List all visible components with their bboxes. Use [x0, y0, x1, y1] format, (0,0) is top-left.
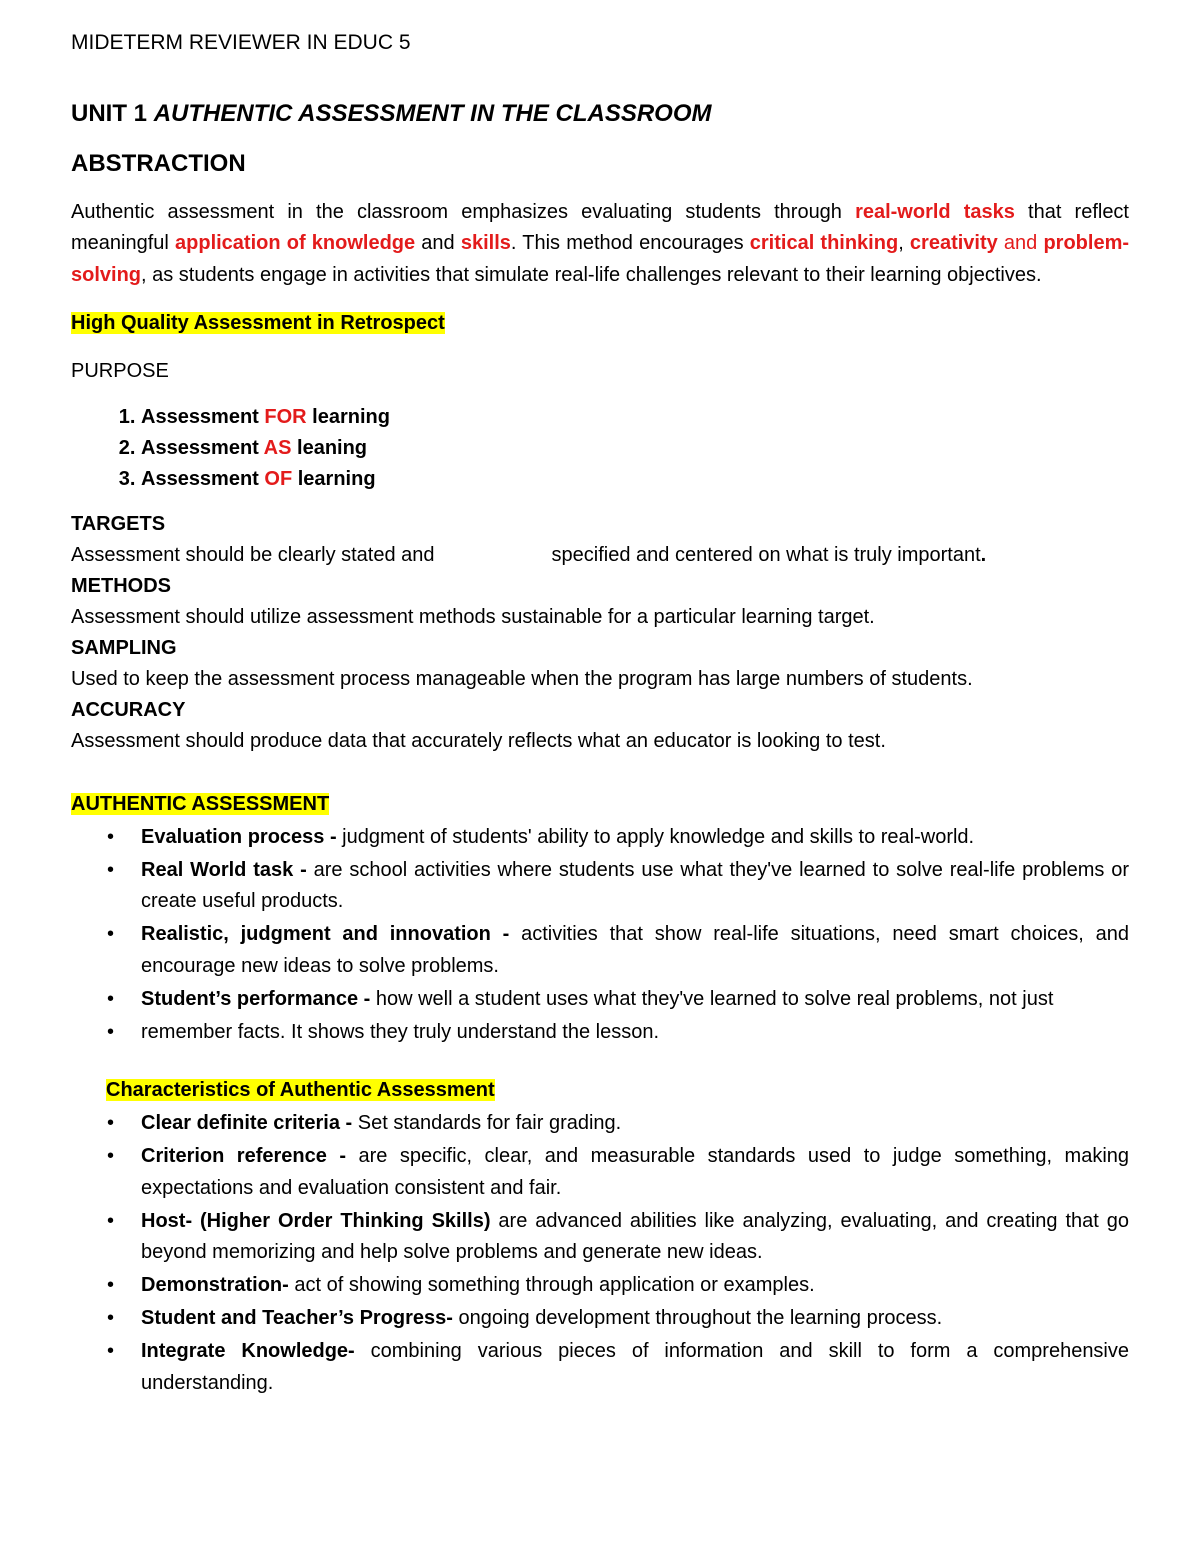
item-desc: are advanced abilities like analyzing, evaluating, and creating that go beyond memorizing and help solve problems and generate new ideas. — [141, 1209, 1129, 1264]
list-item — [141, 1206, 1129, 1269]
hqa-heading — [71, 310, 1129, 336]
list-item — [141, 919, 1129, 982]
item-desc: how well a student uses what they've learned to solve real problems, not just — [375, 987, 1054, 1010]
keyword: AS — [263, 436, 292, 459]
sampling-text: Used to keep the assessment process manageable when the program has large numbers of students. — [71, 667, 973, 690]
purpose-label: PURPOSE — [71, 359, 169, 382]
item-desc: combining various pieces of information and skill to form a comprehensive understanding. — [141, 1340, 1130, 1394]
item-term: Real World task - — [141, 858, 314, 881]
list-item — [141, 984, 1129, 1016]
keyword: critical thinking — [749, 232, 899, 255]
highlighted-heading: Characteristics of Authentic Assessment — [106, 1079, 495, 1102]
highlighted-heading: High Quality Assessment in Retrospect — [71, 311, 445, 334]
purpose-text: learning — [306, 405, 390, 428]
list-item — [141, 1017, 1129, 1049]
targets-label: TARGETS — [71, 512, 166, 535]
item-desc: are school activities where students use what they've learned to solve real-life problems or create useful products. — [141, 858, 1129, 913]
characteristics-list — [71, 1108, 1129, 1399]
abstraction-paragraph — [71, 197, 1129, 291]
item-desc: remember facts. It shows they truly understand the lesson. — [141, 1020, 660, 1043]
abstraction-text: , — [898, 232, 910, 255]
item-desc: act of showing something through application or examples. — [294, 1274, 815, 1297]
purpose-text: Assessment — [141, 467, 265, 490]
purpose-list — [71, 402, 1129, 495]
accuracy-label: ACCURACY — [71, 698, 186, 721]
item-desc: Set standards for fair grading. — [357, 1112, 622, 1135]
targets-text — [71, 540, 1129, 571]
item-term: Demonstration- — [141, 1274, 295, 1297]
abstraction-text: that reflect meaningful — [71, 201, 1129, 255]
abstraction-text: . This method encourages — [510, 232, 750, 255]
characteristics-heading — [71, 1077, 1129, 1103]
item-term: Student and Teacher’s Progress- — [141, 1307, 459, 1330]
purpose-item — [141, 433, 1129, 464]
criteria-block — [71, 509, 1129, 757]
item-term: Evaluation process - — [141, 825, 343, 848]
document-page — [71, 30, 1129, 1401]
abstraction-heading: ABSTRACTION — [71, 150, 246, 177]
item-term: Host- (Higher Order Thinking Skills) — [141, 1209, 499, 1232]
list-item — [141, 1336, 1129, 1399]
highlighted-heading: AUTHENTIC ASSESSMENT — [71, 792, 330, 815]
unit-title — [71, 99, 1129, 129]
keyword: FOR — [264, 405, 307, 428]
keyword: OF — [264, 467, 293, 490]
purpose-item — [141, 464, 1129, 495]
purpose-text: Assessment — [141, 405, 265, 428]
list-item — [141, 1108, 1129, 1140]
list-item — [141, 822, 1129, 854]
abstraction-text: Authentic assessment in the classroom emphasizes evaluating students through — [71, 201, 856, 223]
abstraction-text: and — [415, 232, 461, 255]
targets-text-a: Assessment should be clearly stated and — [71, 543, 435, 566]
item-desc: are specific, clear, and measurable standards used to judge something, making expectations and evaluation consistent and fair. — [141, 1145, 1130, 1199]
authentic-heading — [71, 791, 1129, 817]
item-term: Criterion reference - — [141, 1145, 359, 1168]
item-desc: activities that show real-life situations, need smart choices, and encourage new ideas to solve problems. — [141, 923, 1130, 977]
list-item — [141, 855, 1129, 918]
item-term: Clear definite criteria - — [141, 1112, 358, 1135]
list-item — [141, 1141, 1129, 1204]
item-term: Realistic, judgment and innovation - — [141, 923, 522, 946]
item-term: Student’s performance - — [141, 987, 376, 1010]
list-item — [141, 1303, 1129, 1335]
purpose-text: leaning — [291, 436, 368, 459]
unit-prefix: UNIT 1 — [71, 100, 154, 127]
keyword: real-world tasks — [855, 201, 1015, 223]
keyword: creativity — [909, 232, 998, 255]
item-term: Integrate Knowledge- — [141, 1340, 371, 1363]
methods-label: METHODS — [71, 574, 171, 597]
abstraction-text: and — [997, 232, 1044, 255]
purpose-item — [141, 402, 1129, 433]
document-header: MIDETERM REVIEWER IN EDUC 5 — [71, 31, 411, 54]
purpose-text: Assessment — [141, 436, 264, 459]
unit-name: AUTHENTIC ASSESSMENT IN THE CLASSROOM — [153, 100, 712, 127]
keyword: problem-solving — [71, 232, 1130, 286]
item-desc: judgment of students' ability to apply knowledge and skills to real-world. — [342, 825, 975, 848]
methods-text: Assessment should utilize assessment methods sustainable for a particular learning target. — [71, 605, 875, 628]
targets-end: . — [980, 543, 987, 566]
abstraction-text: , as students engage in activities that simulate real-life challenges relevant to their learning objectives. — [141, 263, 1042, 286]
keyword: skills — [460, 232, 511, 255]
purpose-text: learning — [292, 467, 376, 490]
list-item — [141, 1270, 1129, 1302]
keyword: application of knowledge — [175, 232, 416, 255]
sampling-label: SAMPLING — [71, 636, 177, 659]
item-desc: ongoing development throughout the learning process. — [458, 1307, 943, 1330]
authentic-list — [71, 822, 1129, 1049]
targets-text-b: specified and centered on what is truly important — [551, 543, 981, 566]
accuracy-text: Assessment should produce data that accurately reflects what an educator is looking to test. — [71, 729, 886, 752]
